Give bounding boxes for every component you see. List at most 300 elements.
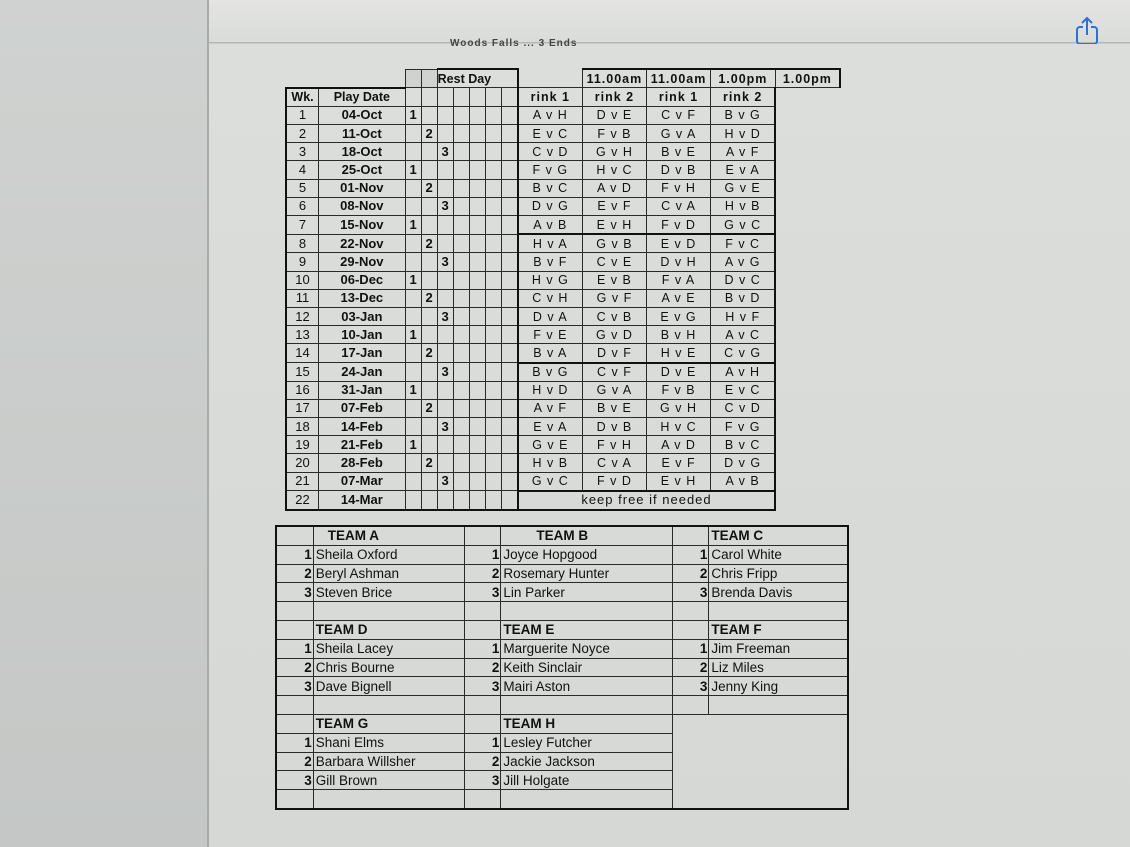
rest-day-cell <box>469 197 485 215</box>
rest-day-rink-1 <box>405 179 421 197</box>
gap-cell <box>518 69 583 88</box>
rest-day-rink-1 <box>405 143 421 161</box>
match-cell: E v F <box>582 197 646 215</box>
rest-day-cell <box>469 344 485 363</box>
rest-day-cell <box>421 88 437 107</box>
match-cell: F v G <box>518 161 583 179</box>
match-cell: G v E <box>518 436 583 454</box>
schedule-row <box>286 161 840 179</box>
team-header-row <box>276 714 848 733</box>
rest-day-cell <box>501 454 518 472</box>
match-cell: B v H <box>646 326 710 344</box>
rest-day-rink-3 <box>437 491 453 510</box>
rest-day-cell <box>501 472 518 491</box>
match-cell: B v G <box>518 363 583 382</box>
spacer-cell <box>276 790 313 809</box>
week-number: 19 <box>286 436 319 454</box>
rest-day-cell <box>485 253 501 271</box>
member-number: 1 <box>464 733 501 752</box>
schedule-header-rink-row <box>286 88 840 107</box>
play-date: 15-Nov <box>319 216 406 235</box>
rest-day-cell <box>501 125 518 143</box>
schedule-row <box>286 125 840 143</box>
rest-day-cell <box>485 161 501 179</box>
team-member-row <box>276 752 848 771</box>
rest-day-cell <box>405 88 421 107</box>
slot-time-1: 11.00am <box>582 69 646 88</box>
slot-rink-1: rink 1 <box>518 88 583 107</box>
match-cell: D v E <box>646 363 710 382</box>
match-cell: G v A <box>646 125 710 143</box>
schedule-row <box>286 307 840 325</box>
week-number: 9 <box>286 253 319 271</box>
match-cell: G v D <box>582 326 646 344</box>
rest-day-blank <box>421 69 437 88</box>
match-cell: A v F <box>518 399 583 417</box>
match-cell: E v A <box>711 161 776 179</box>
rest-day-rink-3: 3 <box>437 143 453 161</box>
rest-day-rink-1 <box>405 491 421 510</box>
team-member-row <box>276 733 848 752</box>
match-cell: E v A <box>518 418 583 436</box>
rest-day-cell <box>501 491 518 510</box>
match-cell: C v A <box>582 454 646 472</box>
team-member-row <box>276 545 848 564</box>
match-cell: C v G <box>711 344 776 363</box>
match-cell: H v D <box>711 125 776 143</box>
member-number: 3 <box>276 771 313 790</box>
play-date: 24-Jan <box>319 363 406 382</box>
match-cell: F v C <box>711 234 776 253</box>
week-number: 1 <box>286 106 319 124</box>
rest-day-rink-3 <box>437 454 453 472</box>
rest-day-rink-1: 1 <box>405 326 421 344</box>
play-date: 31-Jan <box>319 381 406 399</box>
member-number: 3 <box>276 583 313 602</box>
match-cell: D v B <box>646 161 710 179</box>
play-date: 07-Mar <box>319 472 406 491</box>
play-date: 28-Feb <box>319 454 406 472</box>
rest-day-rink-3 <box>437 234 453 253</box>
match-cell: B v E <box>582 399 646 417</box>
rest-day-rink-1: 1 <box>405 271 421 289</box>
rest-day-cell <box>501 307 518 325</box>
share-icon <box>1074 16 1100 46</box>
rest-day-rink-2 <box>421 326 437 344</box>
rest-day-rink-2 <box>421 472 437 491</box>
week-number: 8 <box>286 234 319 253</box>
spacer-cell <box>464 790 501 809</box>
play-date: 21-Feb <box>319 436 406 454</box>
team-header-number-blank <box>276 714 313 733</box>
week-number: 15 <box>286 363 319 382</box>
rest-day-rink-1 <box>405 363 421 382</box>
rest-day-cell <box>469 234 485 253</box>
rest-day-rink-2: 2 <box>421 179 437 197</box>
rest-day-cell <box>485 179 501 197</box>
play-date: 07-Feb <box>319 399 406 417</box>
member-number: 2 <box>672 564 709 583</box>
match-cell: C v D <box>711 399 776 417</box>
member-number: 1 <box>464 545 501 564</box>
week-number: 16 <box>286 381 319 399</box>
schedule-row <box>286 143 840 161</box>
rest-day-cell <box>469 491 485 510</box>
member-number: 2 <box>276 564 313 583</box>
match-cell: B v G <box>711 106 776 124</box>
team-header-number-blank <box>464 620 501 639</box>
rest-day-cell <box>485 197 501 215</box>
match-cell: D v F <box>582 344 646 363</box>
schedule-row <box>286 363 840 382</box>
match-cell: D v A <box>518 307 583 325</box>
member-number: 3 <box>672 583 709 602</box>
match-cell: H v G <box>518 271 583 289</box>
play-date: 03-Jan <box>319 307 406 325</box>
rest-day-rink-2 <box>421 418 437 436</box>
member-name: Chris Bourne <box>313 658 464 677</box>
rest-day-rink-2 <box>421 363 437 382</box>
match-cell: H v F <box>711 307 776 325</box>
share-button[interactable] <box>1074 16 1100 46</box>
match-cell: B v C <box>518 179 583 197</box>
week-number: 17 <box>286 399 319 417</box>
rest-day-cell <box>453 88 469 107</box>
member-name: Mairi Aston <box>501 677 672 696</box>
spacer-cell <box>276 602 313 621</box>
rest-day-cell <box>453 454 469 472</box>
rest-day-rink-3: 3 <box>437 418 453 436</box>
rest-day-rink-2: 2 <box>421 454 437 472</box>
week-number: 11 <box>286 289 319 307</box>
rest-day-cell <box>485 344 501 363</box>
member-name: Brenda Davis <box>709 583 848 602</box>
rest-day-cell <box>501 363 518 382</box>
slot-time-4: 1.00pm <box>775 69 840 88</box>
rest-day-rink-3: 3 <box>437 307 453 325</box>
rest-day-cell <box>485 454 501 472</box>
match-cell: A v H <box>711 363 776 382</box>
team-spacer-row <box>276 696 848 715</box>
rest-day-cell <box>501 216 518 235</box>
match-cell: B v E <box>646 143 710 161</box>
match-cell: B v A <box>518 344 583 363</box>
rest-day-cell <box>469 106 485 124</box>
rest-day-cell <box>501 179 518 197</box>
member-name: Shani Elms <box>313 733 464 752</box>
member-name: Lin Parker <box>501 583 672 602</box>
member-name: Beryl Ashman <box>313 564 464 583</box>
member-number: 1 <box>672 545 709 564</box>
match-cell: G v A <box>582 381 646 399</box>
member-number: 1 <box>276 639 313 658</box>
rest-day-cell <box>485 381 501 399</box>
rest-day-cell <box>453 143 469 161</box>
schedule-row <box>286 197 840 215</box>
play-date: 08-Nov <box>319 197 406 215</box>
team-header-number-blank <box>276 526 313 545</box>
member-number: 2 <box>276 752 313 771</box>
rest-day-rink-3 <box>437 326 453 344</box>
match-cell: D v B <box>582 418 646 436</box>
rest-day-rink-2 <box>421 271 437 289</box>
rest-day-cell <box>501 143 518 161</box>
match-cell: H v B <box>518 454 583 472</box>
match-cell: H v E <box>646 344 710 363</box>
rest-day-rink-2 <box>421 436 437 454</box>
rest-day-cell <box>469 399 485 417</box>
member-name: Jackie Jackson <box>501 752 672 771</box>
rest-day-cell <box>453 197 469 215</box>
match-cell: E v D <box>646 234 710 253</box>
schedule-row <box>286 472 840 491</box>
rest-day-rink-3 <box>437 289 453 307</box>
rest-day-cell <box>453 363 469 382</box>
match-cell: H v C <box>646 418 710 436</box>
rest-day-cell <box>501 399 518 417</box>
member-name: Jim Freeman <box>709 639 848 658</box>
rest-day-rink-2: 2 <box>421 344 437 363</box>
slot-time-3: 1.00pm <box>711 69 776 88</box>
member-number <box>672 733 709 752</box>
member-number: 1 <box>464 639 501 658</box>
week-number: 20 <box>286 454 319 472</box>
play-date: 04-Oct <box>319 106 406 124</box>
match-cell: C v E <box>582 253 646 271</box>
member-name: Steven Brice <box>313 583 464 602</box>
play-date: 22-Nov <box>319 234 406 253</box>
match-cell: H v B <box>711 197 776 215</box>
rest-day-cell <box>469 381 485 399</box>
team-name <box>709 714 848 733</box>
rest-day-rink-2 <box>421 307 437 325</box>
week-number: 3 <box>286 143 319 161</box>
member-name: Carol White <box>709 545 848 564</box>
week-number: 18 <box>286 418 319 436</box>
rest-day-cell <box>485 289 501 307</box>
match-cell: E v C <box>711 381 776 399</box>
match-cell: B v F <box>518 253 583 271</box>
rest-day-header: Rest Day <box>437 69 518 88</box>
rest-day-rink-3 <box>437 381 453 399</box>
spacer-cell <box>501 790 672 809</box>
spacer-cell <box>672 696 709 715</box>
member-number: 2 <box>464 564 501 583</box>
rest-day-rink-2 <box>421 143 437 161</box>
schedule-header-time-row <box>286 69 840 88</box>
rest-day-cell <box>501 289 518 307</box>
keep-free-note: keep free if needed <box>518 491 775 510</box>
rest-day-cell <box>453 436 469 454</box>
slot-time-2: 11.00am <box>646 69 710 88</box>
header-spacer <box>286 69 405 88</box>
rest-day-rink-1 <box>405 234 421 253</box>
schedule-row <box>286 271 840 289</box>
rest-day-rink-1 <box>405 399 421 417</box>
week-number: 12 <box>286 307 319 325</box>
rest-day-rink-3: 3 <box>437 253 453 271</box>
team-header-number-blank <box>464 526 501 545</box>
team-spacer-row <box>276 790 848 809</box>
match-cell: F v H <box>582 436 646 454</box>
team-name: TEAM B <box>501 526 672 545</box>
match-cell: A v E <box>646 289 710 307</box>
rest-day-rink-1: 1 <box>405 106 421 124</box>
team-header-row <box>276 620 848 639</box>
match-cell: C v B <box>582 307 646 325</box>
member-number: 1 <box>672 639 709 658</box>
rest-day-rink-3 <box>437 179 453 197</box>
member-number: 3 <box>464 771 501 790</box>
spacer-cell <box>709 696 848 715</box>
rest-day-rink-3 <box>437 161 453 179</box>
rest-day-cell <box>501 418 518 436</box>
rest-day-cell <box>485 125 501 143</box>
week-number: 5 <box>286 179 319 197</box>
match-cell: F v E <box>518 326 583 344</box>
schedule-row <box>286 399 840 417</box>
rest-day-rink-3: 3 <box>437 197 453 215</box>
team-member-row <box>276 564 848 583</box>
rest-day-cell <box>469 436 485 454</box>
rest-day-rink-1 <box>405 307 421 325</box>
page-title: Woods Falls ... 3 Ends <box>450 38 578 46</box>
team-member-row <box>276 771 848 790</box>
member-number: 2 <box>276 658 313 677</box>
member-name <box>709 733 848 752</box>
play-date: 14-Mar <box>319 491 406 510</box>
rest-day-rink-1 <box>405 289 421 307</box>
rest-day-cell <box>485 399 501 417</box>
team-member-row <box>276 639 848 658</box>
rest-day-cell <box>469 179 485 197</box>
member-number: 2 <box>464 752 501 771</box>
match-cell: G v C <box>711 216 776 235</box>
rest-day-rink-2: 2 <box>421 125 437 143</box>
member-number: 3 <box>464 677 501 696</box>
match-cell: E v C <box>518 125 583 143</box>
match-cell: B v C <box>711 436 776 454</box>
schedule-row <box>286 289 840 307</box>
rest-day-cell <box>485 363 501 382</box>
member-name: Rosemary Hunter <box>501 564 672 583</box>
rest-day-rink-1 <box>405 344 421 363</box>
team-header-number-blank <box>464 714 501 733</box>
rest-day-rink-1 <box>405 125 421 143</box>
play-date: 11-Oct <box>319 125 406 143</box>
match-cell: A v B <box>711 472 776 491</box>
match-cell: C v A <box>646 197 710 215</box>
rest-day-cell <box>485 216 501 235</box>
week-number: 2 <box>286 125 319 143</box>
rest-day-cell <box>469 289 485 307</box>
week-col-header: Wk. <box>286 88 319 107</box>
rest-day-cell <box>453 418 469 436</box>
match-cell: A v B <box>518 216 583 235</box>
rest-day-rink-3 <box>437 125 453 143</box>
week-number: 6 <box>286 197 319 215</box>
match-cell: D v E <box>582 106 646 124</box>
rest-day-cell <box>453 125 469 143</box>
match-cell: E v H <box>646 472 710 491</box>
match-cell: B v D <box>711 289 776 307</box>
member-number <box>672 752 709 771</box>
rest-day-rink-3 <box>437 106 453 124</box>
match-cell: G v B <box>582 234 646 253</box>
schedule-row <box>286 253 840 271</box>
fixture-schedule-table <box>285 68 841 511</box>
rest-day-cell <box>453 271 469 289</box>
team-name: TEAM C <box>709 526 848 545</box>
match-cell: F v A <box>646 271 710 289</box>
rest-day-cell <box>501 381 518 399</box>
play-date: 06-Dec <box>319 271 406 289</box>
match-cell: H v D <box>518 381 583 399</box>
member-name: Marguerite Noyce <box>501 639 672 658</box>
play-date: 14-Feb <box>319 418 406 436</box>
rest-day-cell <box>469 326 485 344</box>
rest-day-rink-2: 2 <box>421 234 437 253</box>
rest-day-cell <box>453 234 469 253</box>
spacer-cell <box>709 790 848 809</box>
schedule-row <box>286 216 840 235</box>
rest-day-cell <box>469 271 485 289</box>
play-date: 13-Dec <box>319 289 406 307</box>
rest-day-cell <box>453 307 469 325</box>
schedule-row <box>286 381 840 399</box>
rest-day-rink-1 <box>405 418 421 436</box>
rest-day-cell <box>453 216 469 235</box>
week-number: 21 <box>286 472 319 491</box>
member-number: 3 <box>464 583 501 602</box>
team-name: TEAM G <box>313 714 464 733</box>
match-cell: G v C <box>518 472 583 491</box>
rest-day-cell <box>453 399 469 417</box>
rest-day-rink-1: 1 <box>405 381 421 399</box>
slot-rink-3: rink 1 <box>646 88 710 107</box>
rest-day-rink-1 <box>405 472 421 491</box>
match-cell: D v H <box>646 253 710 271</box>
member-name: Chris Fripp <box>709 564 848 583</box>
match-cell: F v B <box>582 125 646 143</box>
rest-day-cell <box>501 436 518 454</box>
rest-day-cell <box>469 472 485 491</box>
team-name: TEAM F <box>709 620 848 639</box>
team-spacer-row <box>276 602 848 621</box>
match-cell: E v H <box>582 216 646 235</box>
member-name: Joyce Hopgood <box>501 545 672 564</box>
rest-day-cell <box>501 197 518 215</box>
rest-day-cell <box>485 436 501 454</box>
rest-day-cell <box>469 216 485 235</box>
match-cell: G v H <box>582 143 646 161</box>
spacer-cell <box>464 602 501 621</box>
member-number: 1 <box>276 545 313 564</box>
match-cell: A v G <box>711 253 776 271</box>
spacer-cell <box>672 602 709 621</box>
member-name: Liz Miles <box>709 658 848 677</box>
schedule-row <box>286 326 840 344</box>
rest-day-rink-3 <box>437 344 453 363</box>
member-number: 2 <box>672 658 709 677</box>
team-name: TEAM A <box>313 526 464 545</box>
rest-day-cell <box>485 491 501 510</box>
member-number <box>672 771 709 790</box>
member-number: 2 <box>464 658 501 677</box>
play-date: 01-Nov <box>319 179 406 197</box>
member-name <box>709 752 848 771</box>
week-number: 7 <box>286 216 319 235</box>
